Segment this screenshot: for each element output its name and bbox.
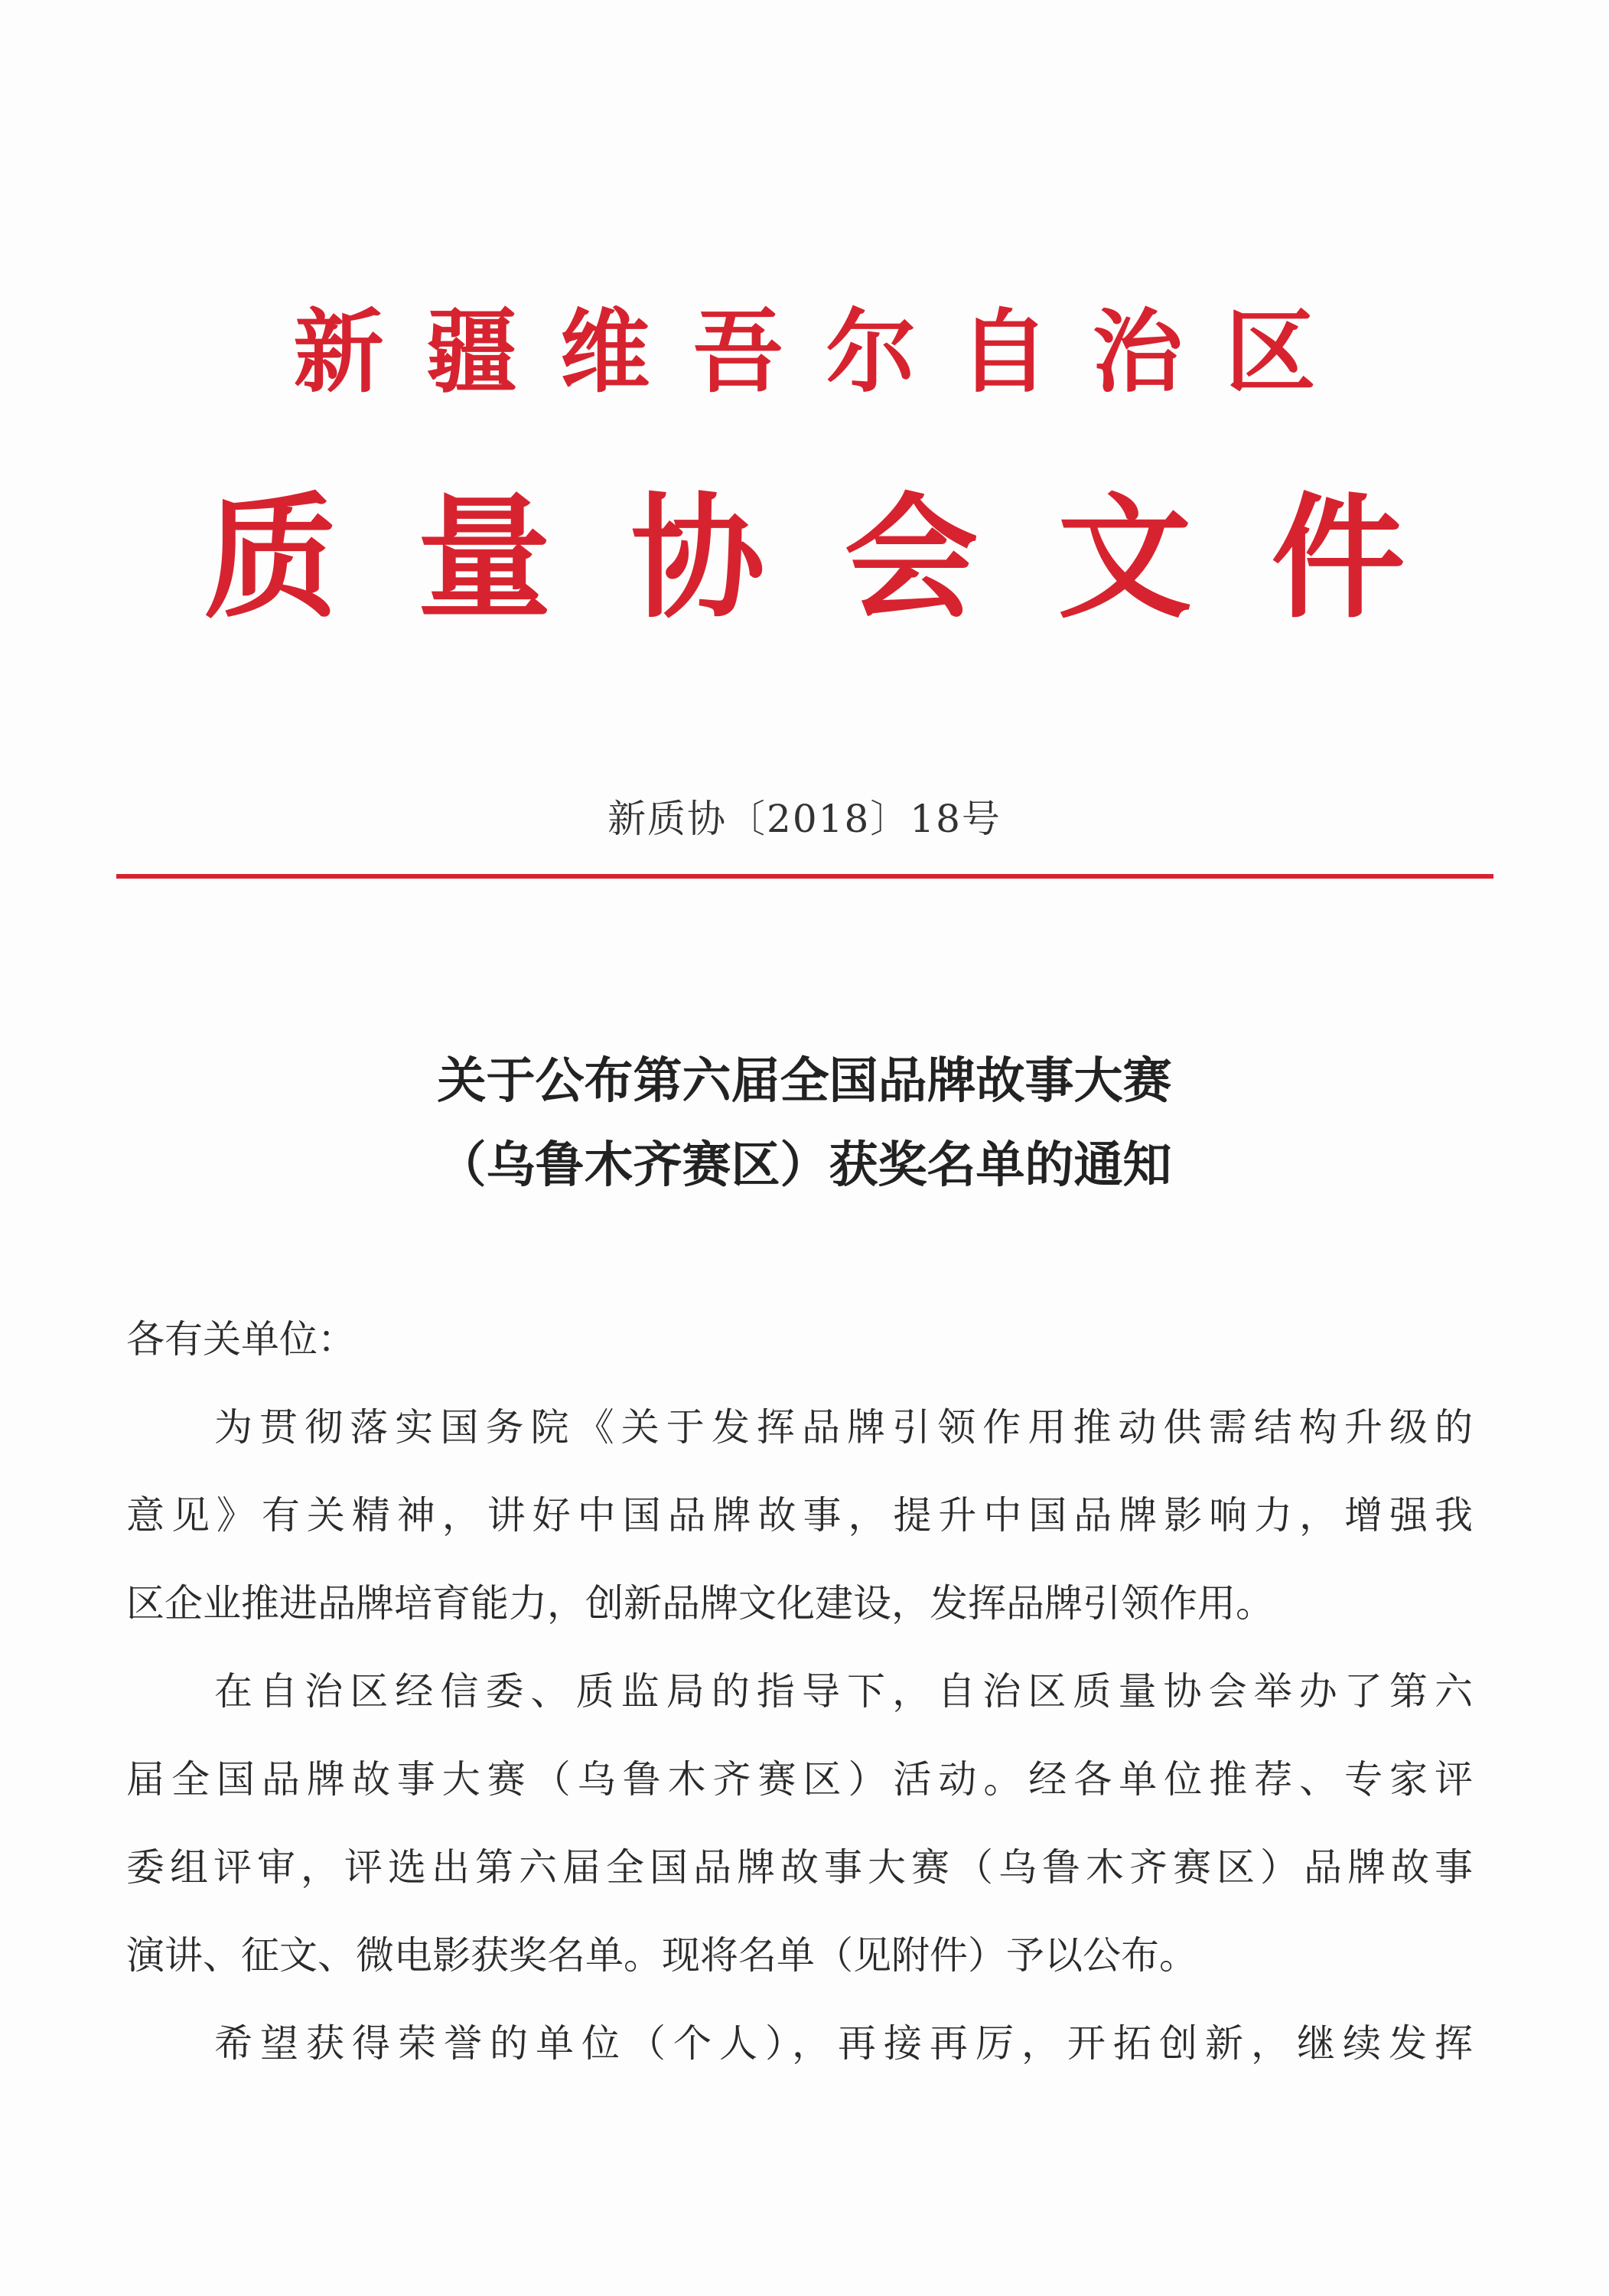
body-line: 在自治区经信委、质监局的指导下，自治区质量协会举办了第六 (214, 1669, 1473, 1714)
issuing-org-line-2: 质量协会文件 (204, 480, 1485, 637)
salutation: 各有关单位： (126, 1317, 356, 1362)
issuing-org-line-1: 新疆维吾尔自治区 (293, 298, 1359, 405)
body-line: 意见》有关精神，讲好中国品牌故事，提升中国品牌影响力，增强我 (126, 1493, 1473, 1538)
body-line: 委组评审，评选出第六届全国品牌故事大赛（乌鲁木齐赛区）品牌故事 (126, 1845, 1473, 1890)
document-title-line-1: 关于公布第六届全国品牌故事大赛 (437, 1053, 1172, 1110)
document-title-line-2: （乌鲁木齐赛区）获奖名单的通知 (437, 1137, 1172, 1194)
body-line: 届全国品牌故事大赛（乌鲁木齐赛区）活动。经各单位推荐、专家评 (126, 1757, 1473, 1802)
red-divider (116, 874, 1493, 879)
body-line: 演讲、征文、微电影获奖名单。现将名单（见附件）予以公布。 (126, 1933, 1197, 1978)
body-line: 区企业推进品牌培育能力，创新品牌文化建设，发挥品牌引领作用。 (126, 1581, 1274, 1626)
body-line: 为贯彻落实国务院《关于发挥品牌引领作用推动供需结构升级的 (214, 1405, 1473, 1450)
document-number: 新质协〔2018〕18号 (607, 797, 1002, 841)
body-line: 希望获得荣誉的单位（个人），再接再厉，开拓创新，继续发挥 (214, 2021, 1473, 2066)
